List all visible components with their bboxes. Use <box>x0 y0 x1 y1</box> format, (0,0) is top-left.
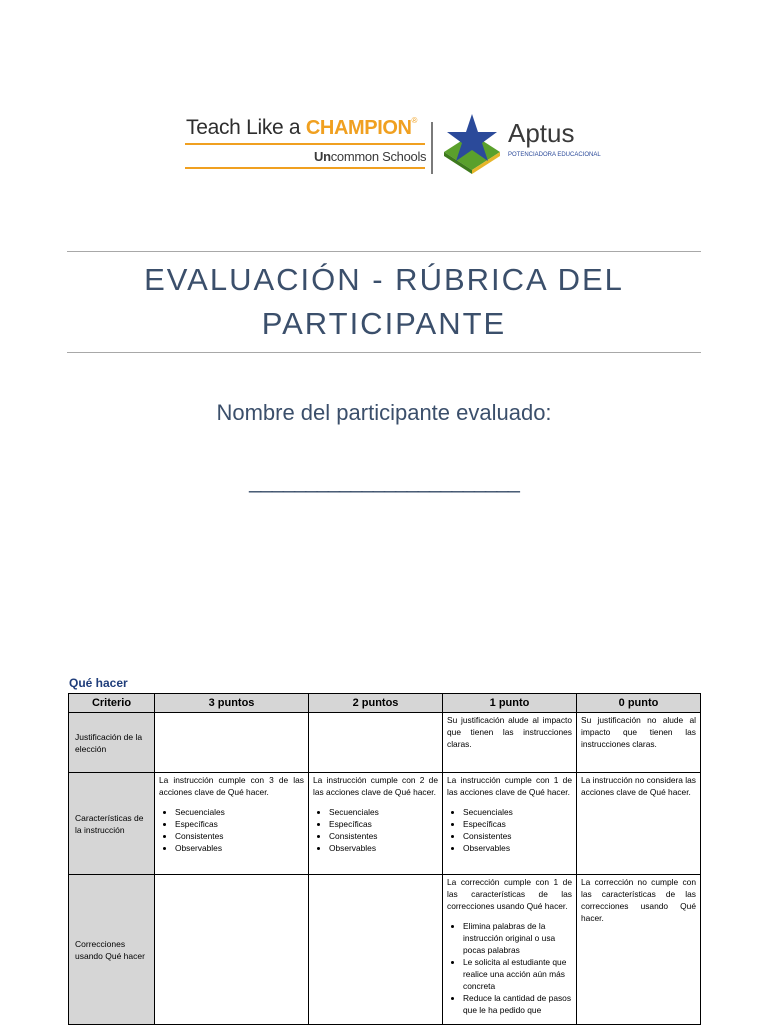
list-item: • Observables <box>175 842 304 854</box>
cell-2-puntos <box>309 713 443 773</box>
list-item: • Consistentes <box>175 830 304 842</box>
criterion-cell: Correcciones usando Qué hacer <box>69 875 155 1025</box>
cell-text: La instrucción cumple con 2 de las acciones clave de Qué hacer. <box>313 775 438 797</box>
tlac-logo-rule-bottom <box>185 167 425 169</box>
list-item: • Específicas <box>463 818 572 830</box>
cell-text: La instrucción cumple con 1 de las acciones clave de Qué hacer. <box>447 775 572 797</box>
title-rule-top <box>67 251 701 252</box>
header-2-puntos: 2 puntos <box>309 694 443 713</box>
cell-1-punto <box>443 773 577 875</box>
cell-0-punto: Su justificación no alude al impacto que tienen las instrucciones claras. <box>577 713 701 773</box>
list-item: • Específicas <box>175 818 304 830</box>
list-item: • Reduce la cantidad de pasos que le ha pedido que <box>463 992 572 1016</box>
header-3-puntos: 3 puntos <box>155 694 309 713</box>
bullet-list <box>159 806 304 854</box>
cell-text: La corrección cumple con 1 de las características de las correcciones usando Qué hacer. <box>447 877 572 911</box>
tlac-logo-brand: CHAMPION <box>305 117 412 139</box>
aptus-wordmark: Aptus <box>508 118 575 148</box>
list-item: • Secuenciales <box>463 806 572 818</box>
tlac-logo-rule-top <box>185 143 425 145</box>
registered-mark: ® <box>411 116 418 125</box>
bullet-list <box>313 806 438 854</box>
list-item: • Observables <box>463 842 572 854</box>
cell-text: La instrucción cumple con 3 de las acciones clave de Qué hacer. <box>159 775 304 797</box>
table-row <box>69 713 701 773</box>
tlac-logo-text: Teach Like a <box>186 116 306 139</box>
criterion-cell: Justificación de la elección <box>69 713 155 773</box>
list-item: • Consistentes <box>329 830 438 842</box>
cell-1-punto <box>443 875 577 1025</box>
cell-2-puntos <box>309 875 443 1025</box>
participant-name-label: Nombre del participante evaluado: <box>216 400 552 425</box>
list-item: • Observables <box>329 842 438 854</box>
logo-divider <box>431 122 433 174</box>
table-header-row <box>69 694 701 713</box>
uncommon-schools-text <box>314 149 426 164</box>
cell-3-puntos <box>155 713 309 773</box>
page-title-line-1: EVALUACIÓN - RÚBRICA DEL <box>144 262 624 297</box>
cell-0-punto: La instrucción no considera las acciones clave de Qué hacer. <box>577 773 701 875</box>
tlac-logo-title <box>186 116 417 140</box>
bullet-list <box>447 920 572 1016</box>
table-row <box>69 773 701 875</box>
cell-1-punto: Su justificación alude al impacto que tienen las instrucciones claras. <box>443 713 577 773</box>
rubric-table <box>68 693 701 1025</box>
page-title <box>67 258 701 346</box>
page-title-line-2: PARTICIPANTE <box>261 306 507 341</box>
header-0-punto: 0 punto <box>577 694 701 713</box>
participant-name-blank: ________________________ <box>249 468 519 493</box>
aptus-star-icon <box>438 112 506 174</box>
criterion-cell: Características de la instrucción <box>69 773 155 875</box>
list-item: • Le solicita al estudiante que realice una acción aún más concreta <box>463 956 572 992</box>
cell-3-puntos <box>155 875 309 1025</box>
list-item: • Secuenciales <box>329 806 438 818</box>
list-item: • Específicas <box>329 818 438 830</box>
bullet-list <box>447 806 572 854</box>
logo-banner <box>183 112 601 178</box>
teach-like-a-champion-logo <box>183 112 427 170</box>
table-row <box>69 875 701 1025</box>
list-item: • Secuenciales <box>175 806 304 818</box>
aptus-tagline: POTENCIADORA EDUCACIONAL <box>508 152 601 158</box>
list-item: • Consistentes <box>463 830 572 842</box>
section-title: Qué hacer <box>69 676 128 690</box>
uncommon-schools-bold: Un <box>314 149 331 164</box>
header-1-punto: 1 punto <box>443 694 577 713</box>
header-criterio: Criterio <box>69 694 155 713</box>
uncommon-schools-rest: common Schools <box>330 149 427 164</box>
cell-3-puntos <box>155 773 309 875</box>
title-rule-bottom <box>67 352 701 353</box>
list-item: • Elimina palabras de la instrucción original o usa pocas palabras <box>463 920 572 956</box>
cell-2-puntos <box>309 773 443 875</box>
cell-0-punto: La corrección no cumple con las características de las correcciones usando Qué hacer. <box>577 875 701 1025</box>
